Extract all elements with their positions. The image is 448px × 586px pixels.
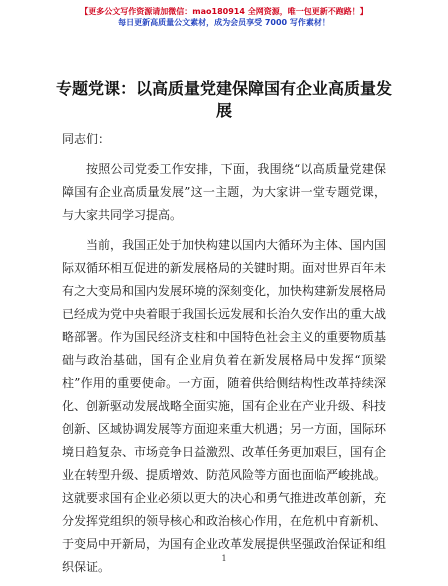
paragraph-intro: 按照公司党委工作安排，下面，我围绕“以高质量党建保障国有企业高质量发展”这一主题，为大家讲一堂专题党课，与大家共同学习提高。 bbox=[62, 162, 386, 222]
document-title: 专题党课：以高质量党建保障国有企业高质量发展 bbox=[55, 79, 392, 120]
document-body bbox=[62, 128, 386, 586]
promo-banner bbox=[0, 6, 448, 28]
promo-line-1: 【更多公文写作资源请加微信：mao180914 全网资源，唯一包更新不跑路！】 bbox=[80, 7, 368, 16]
page-number: 1 bbox=[221, 554, 227, 563]
salutation: 同志们： bbox=[62, 132, 111, 146]
paragraph-context: 当前，我国正处于加快构建以国内大循环为主体、国内国际双循环相互促进的新发展格局的关键时期。面对世界百年未有之大变局和国内发展环境的深刻变化，加快构建新发展格局已经成为党中央着眼于我国长远发展和长治久安作出的重大战略部署。作为国民经济支柱和中国特色社会主义的重要物质基础与政治基础，国有企业肩负着在新发展格局中发挥“顶梁柱”作用的重要使命。一方面，随着供给侧结构性改革持续深化、创新驱动发展战略全面实施，国有企业在产业升级、科技创新、区域协调发展等方面迎来重大机遇；另一方面，国际环境日趋复杂、市场竞争日益激烈、改革任务更加艰巨，国有企业在转型升级、提质增效、防范风险等方面也面临严峻挑战。 bbox=[62, 238, 387, 482]
paragraph-conclusion: 这就要求国有企业必须以更大的决心和勇气推进改革创新，充分发挥党组织的领导核心和政治核心作用，在危机中育新机、于变局中开新局，为国有企业改革发展提供坚强政治保证和组织保证。 bbox=[62, 491, 387, 574]
promo-line-2: 每日更新高质量公文素材，成为会员享受 7000 写作素材！ bbox=[118, 18, 330, 27]
